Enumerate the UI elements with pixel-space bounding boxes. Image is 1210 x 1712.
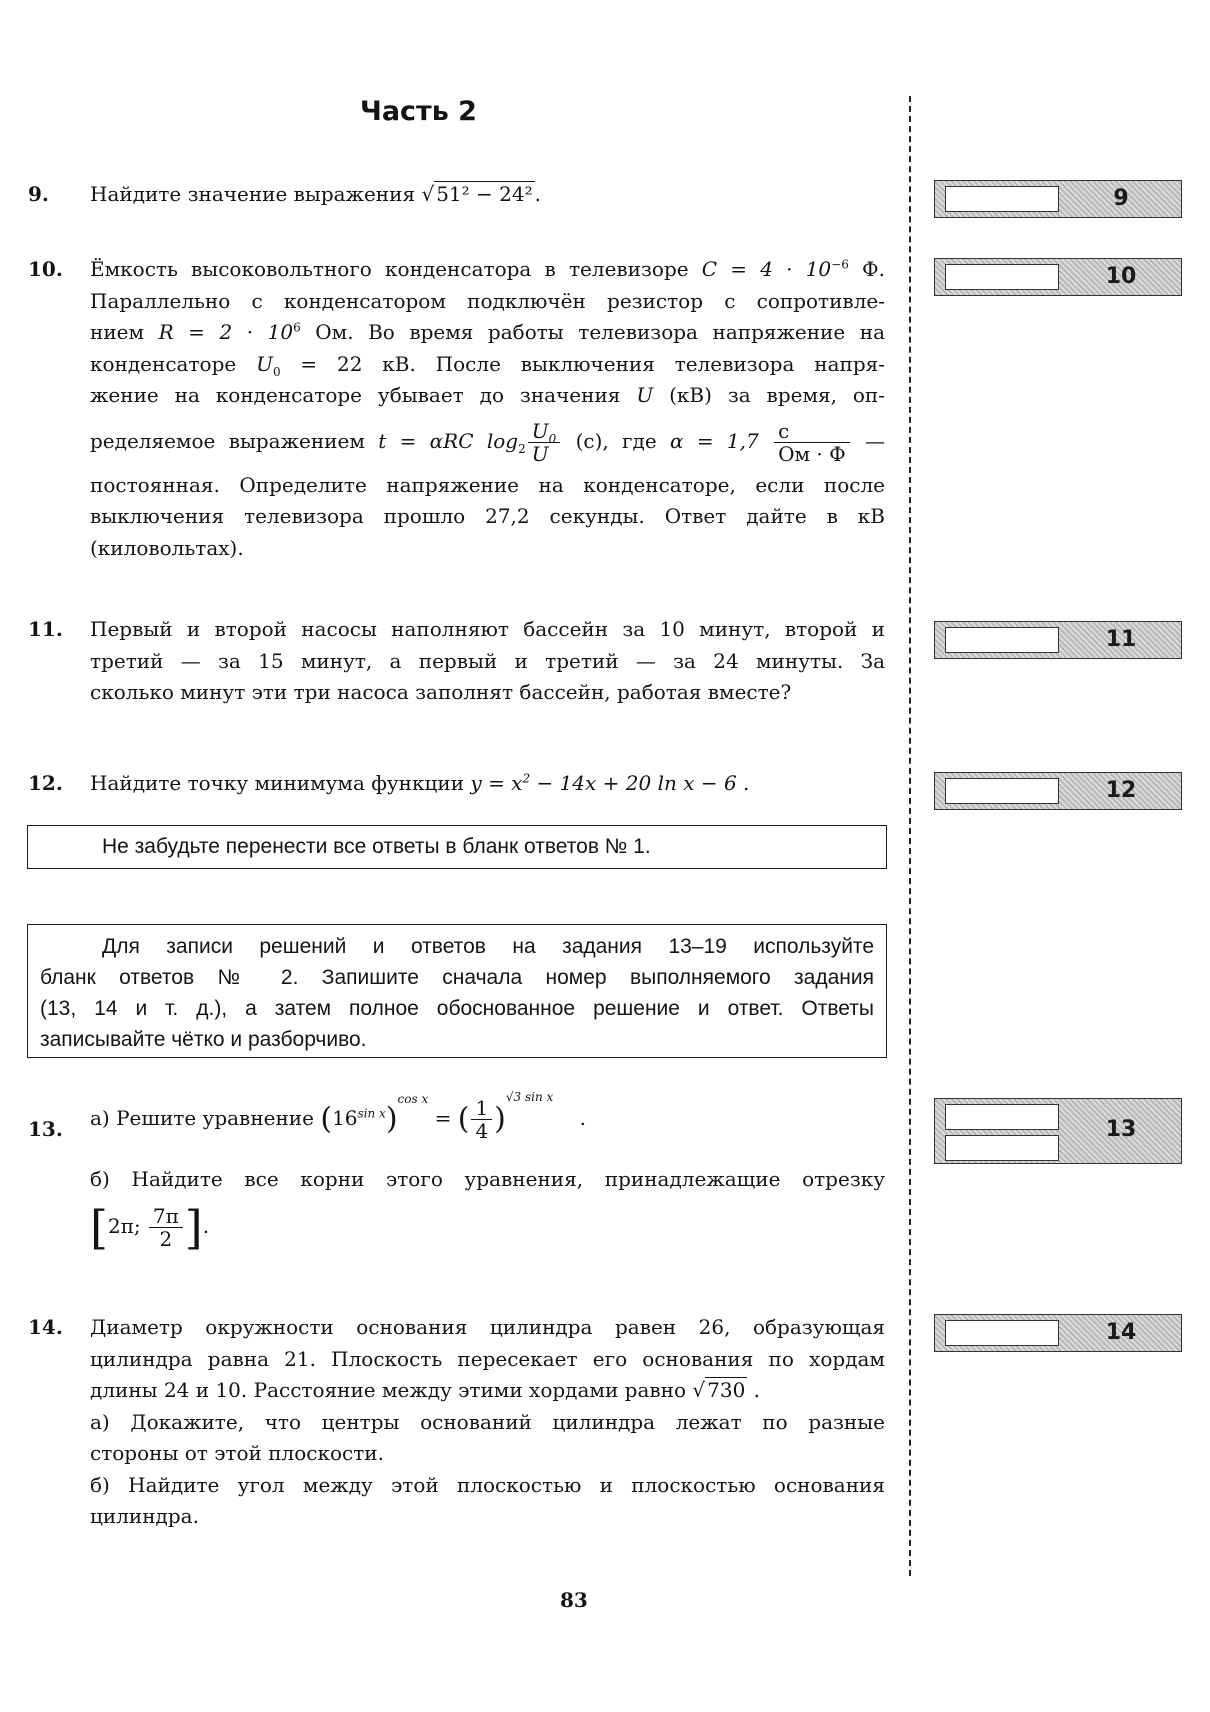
- task-12-prompt: Найдите точку минимума функции: [90, 771, 465, 795]
- instruction-line-3: (13, 14 и т. д.), а затем полное обоснованное решение и ответ. Ответы: [40, 997, 874, 1020]
- task-12-function: $y = x^2 - 14x + 20$ ln x − 6 .: [470, 771, 750, 795]
- reminder-text: Не забудьте перенести все ответы в бланк ответов № 1.: [102, 835, 651, 858]
- task-13-part-a: а) Решите уравнение $(16^{sin x})^{cos x}$ = ( $\frac{1}{4}$ )$^{√3 sin x}$ .: [90, 1090, 587, 1143]
- task-10-line-8: выключения телевизора прошло 27,2 секунды. Ответ дайте в кВ: [90, 504, 885, 528]
- task-9-number: 9.: [28, 182, 49, 206]
- task-14-line-2: цилиндра равна 21. Плоскость пересекает его основания по хордам: [90, 1346, 885, 1371]
- reminder-box: [27, 825, 887, 869]
- task-13-number: 13.: [28, 1117, 63, 1141]
- task-10-line-3: нием $R = 2 \cdot 10^6$ Ом. Во время работы телевизора напряжение на: [90, 320, 886, 344]
- task-9-prompt: Найдите значение выражения: [90, 182, 416, 206]
- task-13-prompt-b: б) Найдите все корни этого уравнения, принадлежащие отрезку: [90, 1167, 885, 1191]
- answer-box-10[interactable]: [934, 258, 1182, 296]
- task-10-fraction: $\frac{U_0}{U}$: [528, 420, 561, 465]
- answer-cell-9[interactable]: [945, 186, 1059, 212]
- answer-cell-10[interactable]: [945, 264, 1059, 290]
- task-14-line-6: б) Найдите угол между этой плоскостью и плоскостью основания: [90, 1472, 885, 1497]
- task-9-text: [90, 179, 885, 211]
- answer-box-13[interactable]: [934, 1098, 1182, 1164]
- task-9-tail: .: [534, 182, 541, 206]
- answer-box-12[interactable]: [934, 772, 1182, 810]
- task-9-radicand: 51² − 24²: [436, 182, 533, 206]
- task-10-text: [90, 254, 885, 564]
- answer-label-9: 9: [1113, 186, 1129, 211]
- task-13-prompt-a: а) Решите уравнение: [90, 1106, 314, 1130]
- task-13-equation: $(16^{sin x})^{cos x}$ = ( $\frac{1}{4}$ )$^{√3 sin x}$: [320, 1090, 554, 1143]
- task-14-text: [90, 1312, 885, 1533]
- task-14-line-5: стороны от этой плоскости.: [90, 1441, 384, 1465]
- task-14-number: 14.: [28, 1315, 63, 1339]
- instruction-text: [40, 931, 874, 1055]
- answer-cell-14[interactable]: [945, 1320, 1059, 1346]
- task-11-line-3: сколько минут эти три насоса заполнят бассейн, работая вместе?: [90, 680, 792, 704]
- task-10-line-9: (киловольтах).: [90, 535, 244, 560]
- task-10-line-6: ределяемое выражением t = αRC $\log_2$ $\frac{U_0}{U}$ (с), где α = 1,7 $\frac{с}{Ом \cdot Ф}$ —: [90, 418, 886, 466]
- task-10-number: 10.: [28, 257, 63, 281]
- task-11-line-2: третий — за 15 минут, а первый и третий — за 24 минуты. За: [90, 648, 885, 673]
- answer-cell-11[interactable]: [945, 627, 1059, 653]
- page-number: 83: [560, 1588, 588, 1612]
- answer-cell-13-a[interactable]: [945, 1104, 1059, 1130]
- task-12-number: 12.: [28, 771, 63, 795]
- task-10-line-5: жение на конденсаторе убывает до значения U (кВ) за время, оп-: [90, 383, 886, 407]
- task-13-interval: [2π; $\frac{7\pi}{2}$ ].: [90, 1200, 210, 1254]
- answer-label-14: 14: [1105, 1320, 1137, 1345]
- task-11-text: [90, 614, 885, 709]
- task-14-line-7: цилиндра.: [90, 1504, 199, 1528]
- task-9-sqrt: √ 51² − 24²: [421, 182, 533, 206]
- instruction-box: [27, 924, 887, 1058]
- task-13-part-b: [90, 1164, 885, 1257]
- task-12-text: [90, 768, 885, 800]
- instruction-line-4: записывайте чётко и разборчиво.: [40, 1028, 367, 1051]
- answer-label-10: 10: [1105, 264, 1137, 289]
- answer-box-14[interactable]: [934, 1314, 1182, 1352]
- task-10-line-4: конденсаторе $U_0 = 22$ кВ. После выключения телевизора напря-: [90, 351, 886, 379]
- task-14-line-1: Диаметр окружности основания цилиндра равен 26, образующая: [90, 1315, 885, 1339]
- task-10-line-1: Ёмкость высоковольтного конденсатора в телевизоре $C = 4 \cdot 10^{-6}$ Ф.: [90, 257, 885, 281]
- answer-cell-12[interactable]: [945, 778, 1059, 804]
- answer-box-11[interactable]: [934, 621, 1182, 659]
- answer-label-13: 13: [1105, 1117, 1137, 1142]
- task-14-line-4: а) Докажите, что центры оснований цилиндра лежат по разные: [90, 1409, 885, 1434]
- answer-label-12: 12: [1105, 778, 1137, 803]
- instruction-line-2: бланк ответов № 2. Запишите сначала номер выполняемого задания: [40, 966, 874, 989]
- answer-box-9[interactable]: [934, 180, 1182, 218]
- task-11-line-1: Первый и второй насосы наполняют бассейн за 10 минут, второй и: [90, 617, 885, 641]
- task-14-line-3: длины 24 и 10. Расстояние между этими хордами равно √ 730 .: [90, 1378, 761, 1402]
- answer-cell-13-b[interactable]: [945, 1135, 1059, 1161]
- task-10-unit-fraction: $\frac{с}{Ом \cdot Ф}$: [774, 420, 850, 465]
- task-10-line-7: постоянная. Определите напряжение на конденсаторе, если после: [90, 472, 885, 497]
- answer-label-11: 11: [1105, 627, 1137, 652]
- instruction-line-1: Для записи решений и ответов на задания 13–19 используйте: [102, 935, 874, 958]
- task-11-number: 11.: [28, 617, 63, 641]
- task-10-line-2: Параллельно с конденсатором подключён резистор с сопротивле-: [90, 288, 885, 313]
- page-title: Часть 2: [360, 96, 477, 127]
- cut-line: [909, 96, 911, 1576]
